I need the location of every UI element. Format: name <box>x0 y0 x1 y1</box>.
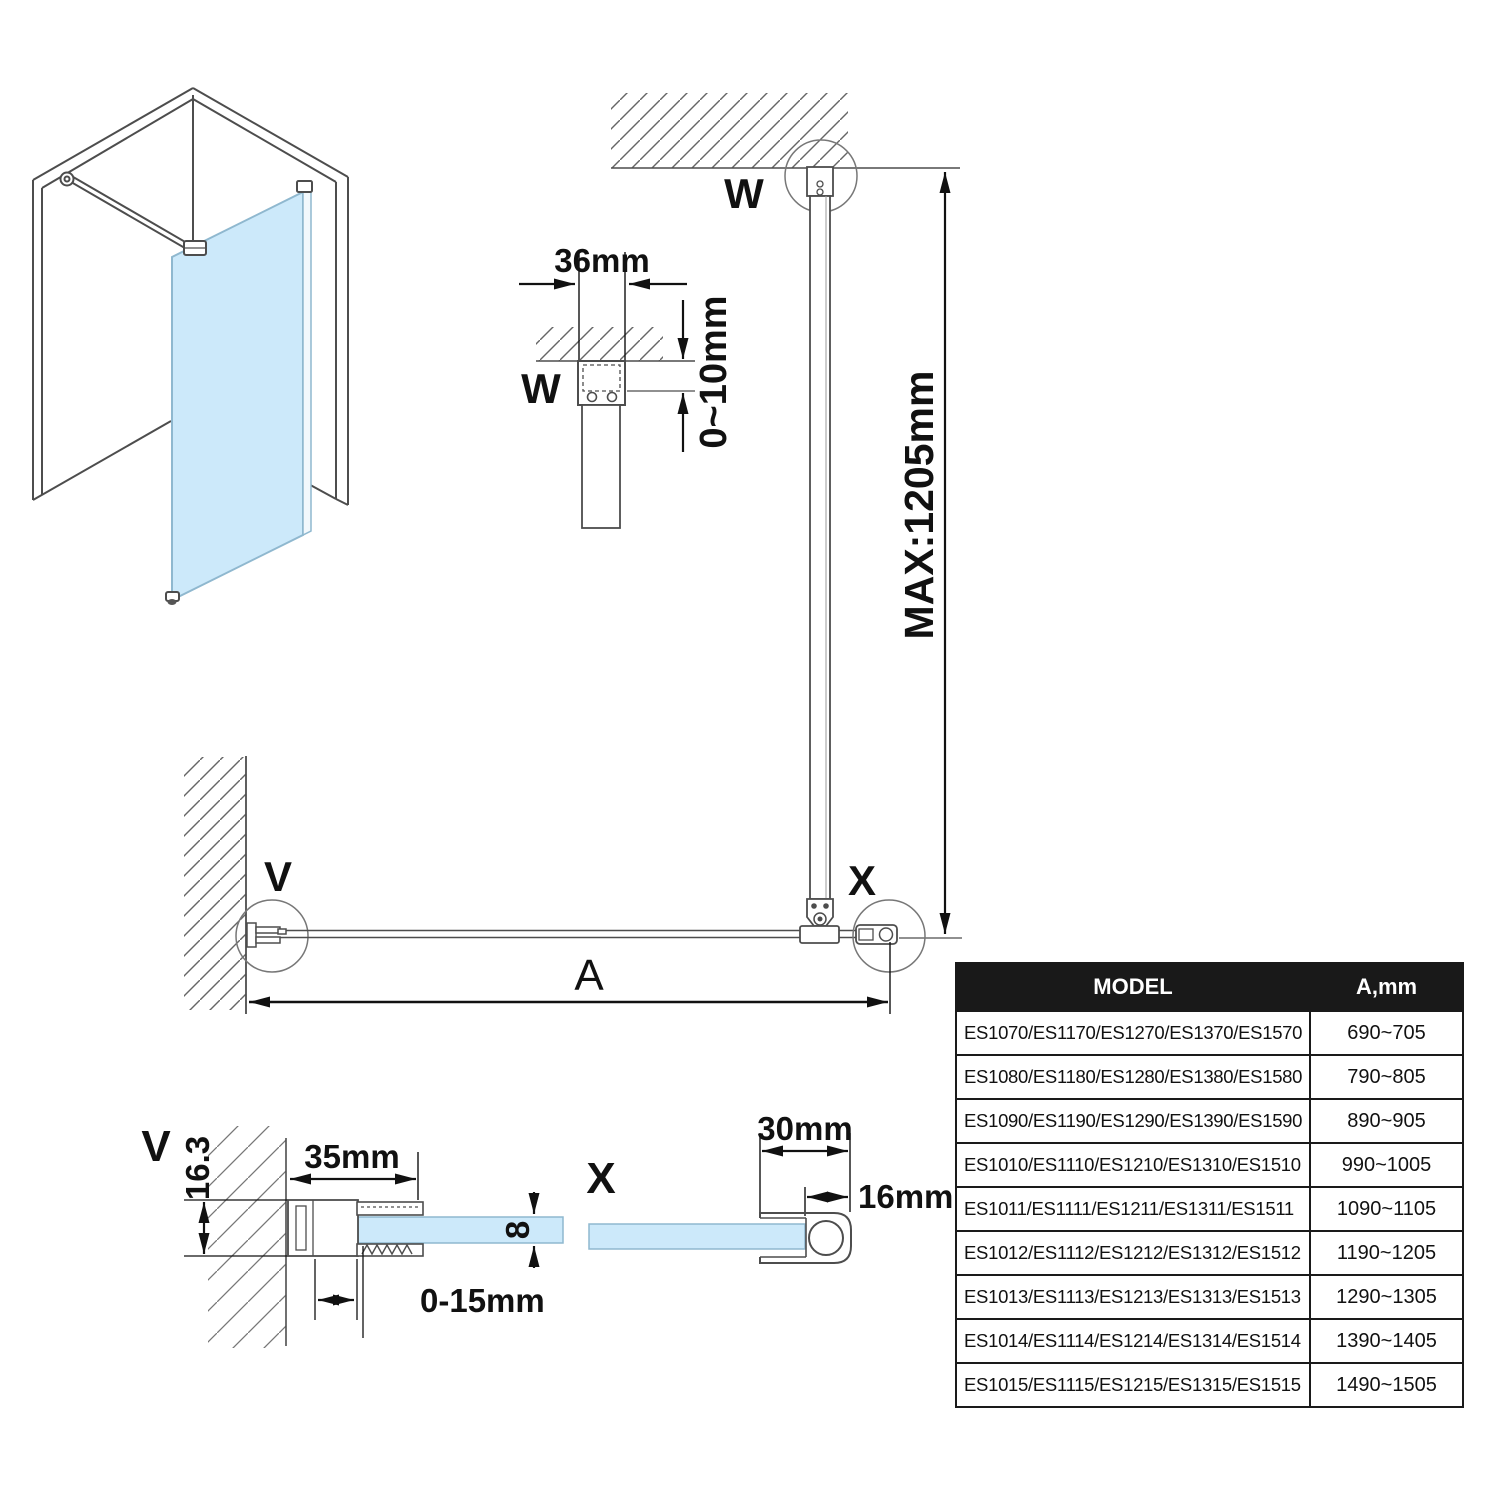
x-section-label: X <box>586 1154 616 1203</box>
support-bar <box>61 173 207 256</box>
dim-a-label: A <box>574 951 604 1000</box>
table-header-model: MODEL <box>956 963 1310 1011</box>
a-cell: 790~805 <box>1310 1055 1463 1099</box>
a-cell: 890~905 <box>1310 1099 1463 1143</box>
table-row <box>956 1011 1463 1055</box>
dim-0-10mm-label: 0~10mm <box>693 295 735 449</box>
dim-16mm <box>805 1187 848 1216</box>
plan-v-label: V <box>263 853 293 900</box>
model-cell: ES1011/ES1111/ES1211/ES1311/ES1511 <box>956 1187 1310 1231</box>
elevation-w-label: W <box>724 170 764 217</box>
left-wall <box>33 88 193 500</box>
model-cell: ES1012/ES1112/ES1212/ES1312/ES1512 <box>956 1231 1310 1275</box>
a-cell: 1490~1505 <box>1310 1363 1463 1407</box>
bar-top-section <box>582 405 620 528</box>
table-header-row <box>956 963 1463 1011</box>
w-detail-view <box>519 242 735 528</box>
dim-16-3-label: 16.3 <box>179 1135 216 1201</box>
dim-16mm-label: 16mm <box>858 1178 954 1215</box>
v-section-view <box>141 1122 563 1348</box>
dim-35mm-label: 35mm <box>304 1138 400 1175</box>
floor-foot <box>166 592 179 605</box>
dim-max-height-label: MAX:1205mm <box>896 370 942 640</box>
glass-plan <box>258 931 860 938</box>
x-section-view <box>586 1110 953 1263</box>
a-cell: 1090~1105 <box>1310 1187 1463 1231</box>
table-row <box>956 1231 1463 1275</box>
ceiling-bracket <box>578 361 625 405</box>
bar-hinge <box>800 899 839 943</box>
dim-36mm-label: 36mm <box>554 242 650 279</box>
wall-profile-strip <box>303 188 311 535</box>
vertical-support-bar <box>810 196 830 899</box>
model-cell: ES1014/ES1114/ES1214/ES1314/ES1514 <box>956 1319 1310 1363</box>
elevation-view <box>611 93 962 938</box>
table-row <box>956 1275 1463 1319</box>
top-mount-bracket <box>297 181 312 192</box>
wall-hatch-v-section <box>208 1126 286 1348</box>
v-section-label: V <box>141 1122 171 1171</box>
table-row <box>956 1319 1463 1363</box>
table-header-a: A,mm <box>1310 963 1463 1011</box>
table-row <box>956 1187 1463 1231</box>
wall-profile-plan <box>247 923 286 947</box>
model-cell: ES1070/ES1170/ES1270/ES1370/ES1570 <box>956 1011 1310 1055</box>
a-cell: 690~705 <box>1310 1011 1463 1055</box>
table-row <box>956 1363 1463 1407</box>
glass-x-section <box>589 1224 805 1249</box>
model-cell: ES1080/ES1180/ES1280/ES1380/ES1580 <box>956 1055 1310 1099</box>
table-row <box>956 1055 1463 1099</box>
model-cell: ES1010/ES1110/ES1210/ES1310/ES1510 <box>956 1143 1310 1187</box>
a-cell: 1190~1205 <box>1310 1231 1463 1275</box>
isometric-view <box>33 88 348 605</box>
a-cell: 1290~1305 <box>1310 1275 1463 1319</box>
dim-0-15mm <box>315 1246 363 1338</box>
w-detail-label: W <box>521 365 561 412</box>
ceiling-hatch <box>536 327 663 361</box>
ceiling-mount <box>807 167 833 196</box>
table-row <box>956 1143 1463 1187</box>
ceiling-hatch-elevation <box>611 93 848 168</box>
plan-x-label: X <box>847 857 877 904</box>
a-cell: 990~1005 <box>1310 1143 1463 1187</box>
wall-hatch-plan <box>184 757 246 1010</box>
model-table <box>955 962 1464 1408</box>
model-cell: ES1013/ES1113/ES1213/ES1313/ES1513 <box>956 1275 1310 1319</box>
model-cell: ES1015/ES1115/ES1215/ES1315/ES1515 <box>956 1363 1310 1407</box>
dim-30mm-label: 30mm <box>757 1110 853 1147</box>
dim-0-15mm-label: 0-15mm <box>420 1282 545 1319</box>
model-cell: ES1090/ES1190/ES1290/ES1390/ES1590 <box>956 1099 1310 1143</box>
end-cap-plan <box>856 925 897 944</box>
table-row <box>956 1099 1463 1143</box>
dim-8-label: 8 <box>499 1220 536 1240</box>
a-cell: 1390~1405 <box>1310 1319 1463 1363</box>
